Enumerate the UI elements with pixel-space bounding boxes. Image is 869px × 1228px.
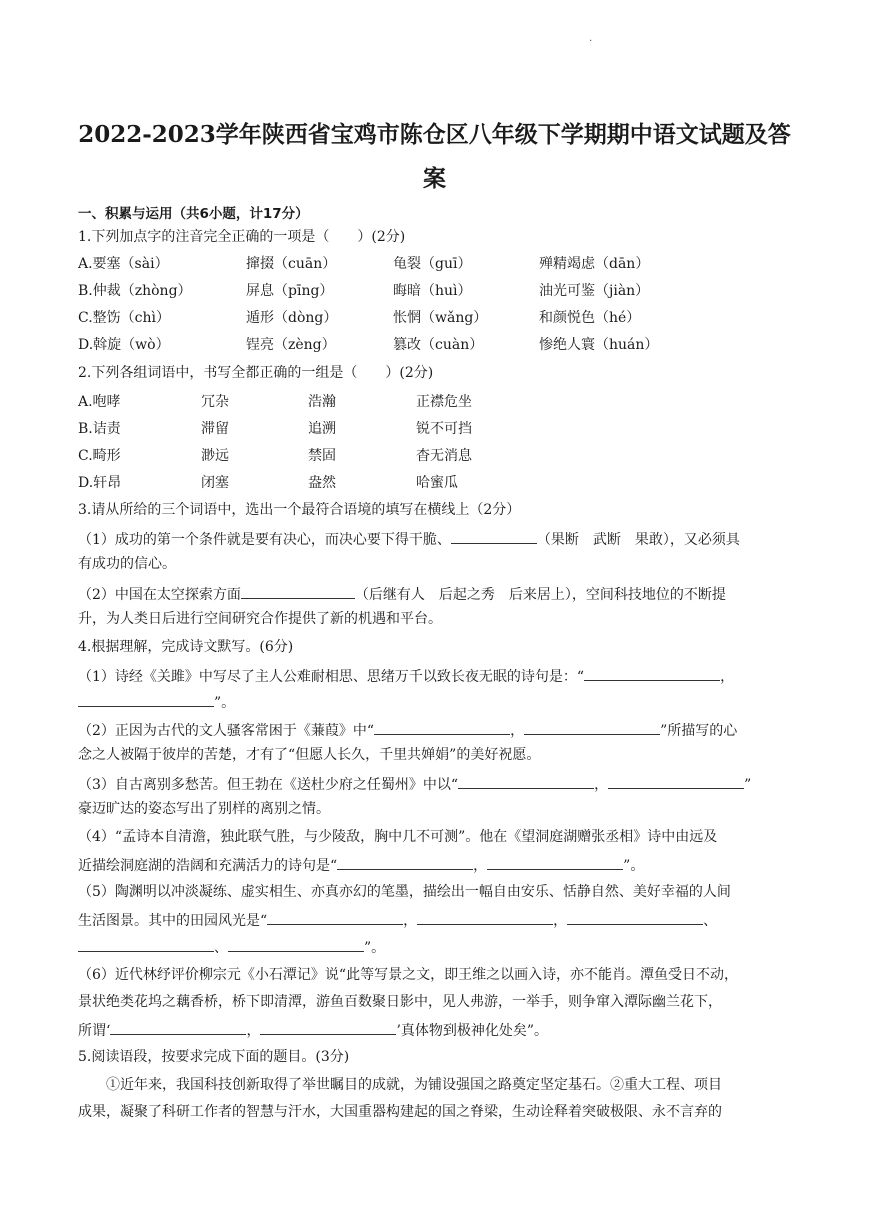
- q3-stem: 3.请从所给的三个词语中，选出一个最符合语境的填写在横线上（2分）: [78, 502, 521, 518]
- q4-item5-text: 生活图景。其中的田园风光是“: [78, 913, 268, 929]
- q4-item2-blank2[interactable]: [524, 720, 660, 735]
- q4-item2-tail: ”所描写的心: [660, 723, 738, 739]
- page-title-line2: 案: [423, 165, 446, 192]
- q1-b-2: 屏息（pīng）: [246, 283, 334, 299]
- section1-heading: 一、积累与运用（共6小题，计17分）: [78, 206, 309, 222]
- q3-item1-text: （1）成功的第一个条件就是要有决心，而决心要下得干脆、: [78, 532, 451, 548]
- q4-item5-blank4[interactable]: [78, 937, 214, 952]
- q3-item1-line2: 有成功的信心。: [78, 556, 176, 572]
- q1-a-4: 殚精竭虑（dān）: [539, 256, 650, 272]
- q4-item5-blank5[interactable]: [228, 937, 364, 952]
- q2-b-2: 滞留: [201, 421, 229, 437]
- q2-a-4: 正襟危坐: [416, 394, 472, 410]
- q4-item6-blank2[interactable]: [260, 1020, 396, 1035]
- q1-stem: 1.下列加点字的注音完全正确的一项是（ ）(2分): [78, 229, 406, 245]
- q5-passage-line2: 成果，凝聚了科研工作者的智慧与汗水，大国重器构建起的国之脊梁，生动诠释着突破极限、永不言弃的: [78, 1104, 722, 1120]
- q4-item6-line1: （6）近代林纾评价柳宗元《小石潭记》说“此等写景之文，即王维之以画入诗，亦不能肖。潭鱼受日不动，: [78, 967, 739, 983]
- comma: ，: [553, 913, 568, 929]
- comma: ，: [510, 723, 525, 739]
- q4-item1-line1: [78, 666, 734, 686]
- q2-b-1: B.诘责: [78, 421, 121, 437]
- q2-b-3: 追溯: [308, 421, 336, 437]
- q4-item6-line3: [78, 1020, 548, 1040]
- q1-d-4: 惨绝人寰（huán）: [539, 337, 659, 353]
- q4-item5-end: ”。: [364, 940, 386, 956]
- q3-item2-line1: [78, 584, 726, 604]
- q1-c-4: 和颜悦色（hé）: [539, 310, 641, 326]
- q2-a-1: A.咆哮: [78, 394, 121, 410]
- page-title-line1: 2022-2023学年陕西省宝鸡市陈仓区八年级下学期期中语文试题及答: [78, 121, 791, 148]
- q4-item4-blank2[interactable]: [487, 855, 623, 870]
- q3-item1-blank[interactable]: [451, 529, 537, 544]
- q3-item2-options: （后继有人 后起之秀 后来居上），空间科技地位的不断提: [354, 587, 726, 603]
- q1-a-1: A.要塞（sài）: [78, 256, 169, 272]
- q4-item2-line2: 念之人被隔于彼岸的苦楚，才有了“但愿人长久，千里共婵娟”的美好祝愿。: [78, 747, 541, 763]
- q4-item2-text: （2）正因为古代的文人骚客常困于《蒹葭》中“: [78, 723, 375, 739]
- q4-item3-line1: [78, 774, 751, 794]
- q4-item4-end: ”。: [623, 858, 645, 874]
- q1-c-3: 怅惘（wǎng）: [393, 310, 488, 326]
- q1-c-2: 遁形（dòng）: [246, 310, 338, 326]
- q4-item3-line2: 豪迈旷达的姿态写出了别样的离别之情。: [78, 801, 330, 817]
- q2-a-2: 冗杂: [201, 394, 229, 410]
- q2-c-1: C.畸形: [78, 448, 121, 464]
- q4-item6-end: ’真体物到极神化处矣”。: [396, 1023, 549, 1039]
- q4-item1-blank1[interactable]: [584, 666, 720, 681]
- q1-b-1: B.仲裁（zhòng）: [78, 283, 192, 299]
- q4-item3-tail: ”: [744, 777, 752, 793]
- q1-a-2: 撺掇（cuān）: [246, 256, 337, 272]
- q4-item1-blank2[interactable]: [78, 692, 214, 707]
- q4-item4-line1: （4）“孟诗本自清澹，独此联气胜，与少陵敌，胸中几不可测”。他在《望洞庭湖赠张丞相》诗中由远及: [78, 829, 718, 845]
- comma: ，: [246, 1023, 261, 1039]
- q3-item2-text: （2）中国在太空探索方面: [78, 587, 241, 603]
- corner-mark: ·: [589, 36, 593, 47]
- q1-d-1: D.斡旋（wò）: [78, 337, 170, 353]
- q4-item5-line3: [78, 937, 385, 957]
- q4-stem: 4.根据理解，完成诗文默写。(6分): [78, 639, 294, 655]
- q1-c-1: C.整饬（chì）: [78, 310, 170, 326]
- q4-item3-blank2[interactable]: [608, 774, 744, 789]
- q2-c-3: 禁固: [308, 448, 336, 464]
- q2-c-2: 渺远: [201, 448, 229, 464]
- comma: ，: [403, 913, 418, 929]
- q4-item6-line2: 景状绝类花坞之藕香桥，桥下即清潭，游鱼百数聚日影中，见人弗游，一举手，则争窜入潭际幽兰花下，: [78, 994, 722, 1010]
- q4-item5-line2: [78, 910, 717, 930]
- q5-stem: 5.阅读语段，按要求完成下面的题目。(3分): [78, 1049, 350, 1065]
- q5-passage-line1: ①近年来，我国科技创新取得了举世瞩目的成就，为铺设强国之路奠定坚定基石。②重大工程、项目: [106, 1077, 722, 1093]
- q3-item1-line1: [78, 529, 740, 549]
- q4-item3-text: （3）自古离别多愁苦。但王勃在《送杜少府之任蜀州》中以“: [78, 777, 459, 793]
- comma: ，: [473, 858, 488, 874]
- q3-item1-options: （果断 武断 果敢），又必须具: [536, 532, 740, 548]
- q2-stem: 2.下列各组词语中，书写全都正确的一组是（ ）(2分): [78, 365, 434, 381]
- q4-item6-text: 所谓‘: [78, 1023, 111, 1039]
- q2-d-1: D.轩昂: [78, 475, 122, 491]
- q4-item4-blank1[interactable]: [337, 855, 473, 870]
- dun-mark: 、: [214, 940, 228, 956]
- q2-d-3: 盎然: [308, 475, 336, 491]
- q2-a-3: 浩瀚: [308, 394, 336, 410]
- dun-mark: 、: [703, 913, 718, 929]
- q1-a-3: 龟裂（guī）: [393, 256, 472, 272]
- q2-d-4: 哈蜜瓜: [416, 475, 458, 491]
- q1-d-2: 锃亮（zèng）: [246, 337, 336, 353]
- q4-item1-text: （1）诗经《关雎》中写尽了主人公难耐相思、思绪万千以致长夜无眠的诗句是：“: [78, 669, 585, 685]
- q4-item2-blank1[interactable]: [374, 720, 510, 735]
- q4-item2-line1: [78, 720, 737, 740]
- q4-item5-blank2[interactable]: [417, 910, 553, 925]
- q4-item5-blank3[interactable]: [567, 910, 703, 925]
- comma: ，: [594, 777, 609, 793]
- q2-c-4: 杳无消息: [416, 448, 472, 464]
- q1-d-3: 篡改（cuàn）: [393, 337, 484, 353]
- q3-item2-line2: 升，为人类日后进行空间研究合作提供了新的机遇和平台。: [78, 611, 442, 627]
- q1-b-4: 油光可鉴（jiàn）: [539, 283, 650, 299]
- q4-item5-blank1[interactable]: [267, 910, 403, 925]
- q4-item6-blank1[interactable]: [110, 1020, 246, 1035]
- q4-item3-blank1[interactable]: [458, 774, 594, 789]
- q4-item5-line1: （5）陶渊明以冲淡凝练、虚实相生、亦真亦幻的笔墨，描绘出一幅自由安乐、恬静自然、美好幸福的人间: [78, 884, 731, 900]
- q4-item4-line2: [78, 855, 644, 875]
- q4-item4-text: 近描绘洞庭湖的浩阔和充满活力的诗句是“: [78, 858, 338, 874]
- q4-item1-line2: [78, 692, 235, 712]
- q2-b-4: 锐不可挡: [416, 421, 472, 437]
- q4-item1-end: ”。: [214, 695, 236, 711]
- q2-d-2: 闭塞: [201, 475, 229, 491]
- q1-b-3: 晦暗（huì）: [393, 283, 472, 299]
- q3-item2-blank[interactable]: [241, 584, 355, 599]
- comma: ，: [720, 669, 735, 685]
